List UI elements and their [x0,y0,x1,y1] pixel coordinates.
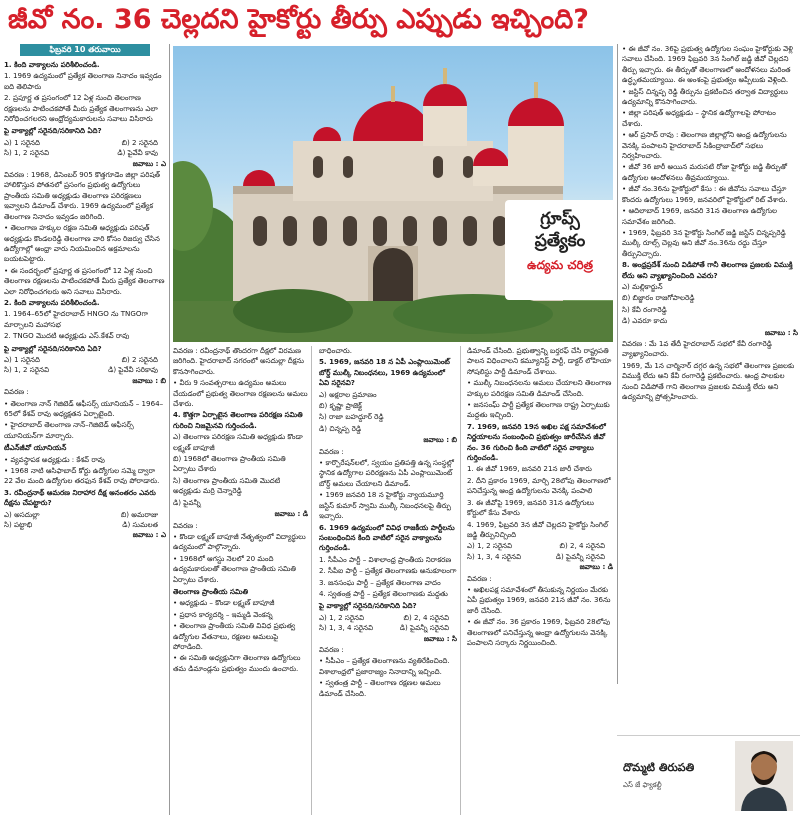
answer-options [467,552,613,562]
paragraph: • జీవో 36 జారీ అయిన మరుసటి రోజు హైకోర్టు జడ్జి తీర్పుతో ఉద్యోగుల ఆందోళనలు తీవ్రమయ్యాయి. [622,162,788,182]
paragraph: • తెలంగాణ హక్కుల రక్షణ సమితి అధ్యక్షుడు పరిషత్‌ అధ్యక్షుడు కొండలరెడ్డి తెలంగాణ వారి కోసం రిజర్వు చేసిన ఉద్యోగాల్లో ఆంధ్రా వారు నియమించిన అక్రమాలను బయటపెట్టారు. [4,223,160,264]
option-text: బి) 2 సరైనది [121,354,158,364]
paragraph: • అధ్యక్షుడు – కొండా లక్ష్మణ్‌ బాపూజీ [173,598,275,608]
paragraph: 4. స్వతంత్ర పార్టీ – ప్రత్యేక తెలంగాణకు మద్దతు [319,588,448,598]
paragraph: డి) పైవన్నీ [173,497,201,507]
paragraph: వివరణ : రవీంద్రనాథ్‌ తొందరగా దీక్షలో విరమణ జరిగింది. హైదరాబాద్‌ నగరంలో అసదుల్లా దీక్షను కొనసాగించారు. [173,346,304,376]
paragraph: • సీపీఎం – ప్రత్యేక తెలంగాణను వ్యతిరేకించింది. విశాలాంధ్రలో ప్రజారాజ్యం నినాదాన్ని ఇచ్చింది. [319,656,450,676]
option-text: డి) పైవన్నీ సరైనవి [555,551,605,561]
badge-line-2: ప్రత్యేకం [534,231,586,251]
section-heading: తెలంగాణ ప్రాంతీయ సమితి [173,586,249,596]
option-text: సి) 1, 3, 4 సరైనవి [319,623,374,633]
paragraph: • ఈ సందర్భంలో ప్రపూర్ణ త ప్రసంగంలో 12 ఏళ్ల నుంచి తెలంగాణ రక్షణలను పాటించకపోతే మీరు ప్రత్యేక తెలంగాణ ఎలా నిరోధించగలరు అని సవాలు విసిరారు. [4,265,165,296]
answer-options [4,510,166,520]
paragraph: సి) తెలంగాణ ప్రాంతీయ సమితి మొదటి అధ్యక్షుడు మర్రి చెన్నారెడ్డి [173,475,281,496]
option-text: ఎ) 1 సరైనది [4,137,41,147]
paragraph: వివరణ : [4,387,29,397]
paragraph: 2. సీపీఐ పార్టీ – ప్రత్యేక తెలంగాణకు అనుకూలంగా [319,566,457,576]
paragraph: వివరణ : [319,446,344,456]
paragraph: 2. ప్రపూర్ణ త ప్రసంగంలో 12 ఏళ్ల నుంచి తెలంగాణ రక్షణలను పాటించకపోతే మీరు ప్రత్యేక తెలంగాణను ఎలా నిరోధించగలరని ఆంధ్రోద్యమకారులను సవాలు విసిరారు [4,93,158,124]
answer-line: జవాబు : బి [132,375,166,385]
answer-line: జవాబు : సి [764,327,798,337]
question-text: 4. కొత్తగా ఏర్పాటైన తెలంగాణ పరిరక్షణ సమితి గురించి నిజమైనవి గుర్తించండి. [173,410,303,430]
option-text: సి) 1, 2 సరైనవి [4,148,50,158]
option-text: బి) అమరాజు [120,509,158,519]
answer-options [319,613,457,623]
paragraph: • ఈ సమితి అధ్యక్షునిగా తెలంగాణ ఉద్యోగులు తమ డిమాండ్లను ప్రభుత్వం ముందు ఉంచారు. [173,653,301,673]
paragraph: సి) కేవీ రంగారెడ్డి [622,304,667,314]
question-text: 1. కింది వాక్యాలను పరిశీలించండి. [4,60,100,69]
answer-line: జవాబు : సి [423,633,457,643]
paragraph: • హైదరాబాద్‌ తెలంగాణ నాన్‌–గెజిటెడ్‌ ఆఫీసర్స్‌ యూనియన్‌గా మార్చారు. [4,420,134,440]
option-text: ఎ) 1 సరైనది [4,354,41,364]
column-5 [617,44,798,684]
question-text: 2. కింది వాక్యాలను పరిశీలించండి. [4,297,100,307]
page-headline: జీవో నం. 36 చెల్లదని హైకోర్టు తీర్పు ఎప్పుడు ఇచ్చింది? [8,4,589,35]
paragraph: వివరణ : [319,644,344,654]
section-heading: టీఎన్‌జీవో యూనియన్‌ [4,443,67,453]
paragraph: వివరణ : [467,573,492,583]
author-role: ఎస్‌ జే ఫ్యాకల్టీ [623,780,662,789]
paragraph: • అఖిలపక్ష సమావేశంలో తీసుకున్న నిర్ణయం మేరకు ఏపీ ప్రభుత్వం 1969, జనవరి 21న జీవో నం. 36ను జారీ చేసింది. [467,584,611,615]
paragraph: • 1968 నాటి ఆసిఫాబాద్‌ కోర్టు ఉద్యోగుల సమ్మె ద్వారా 22 వేల మంది ఉద్యోగుల తరఫున కేశవ్‌ రావు పోరాడారు. [4,466,160,486]
option-text: ఎ) 1, 2 సరైనవి [319,612,365,622]
badge-line-3: ఉద్యమ చరిత్ర [527,258,593,272]
paragraph: 1. ఈ జీవో 1969, జనవరి 21న జారీ చేశారు [467,464,592,474]
option-text: ఎ) 1, 2 సరైనవి [467,541,513,551]
option-text: డి) పైవేవీ సరికావు [108,365,158,375]
paragraph: 1. 1964–65లో హైదరాబాద్‌ HNGO ను TNGOగా మార్చాలని మహాసభ [4,309,148,329]
paragraph: • 1969 జనవరి 18 న హైకోర్టు న్యాయమూర్తి జస్టిస్‌ కుమార్‌ స్వామి ముల్కీ నిబంధనలపై తీర్పు ఇచ్చారు. [319,490,451,521]
paragraph: 3. ఈ జీవోపై 1969, జనవరి 31న ఉద్యోగులు కోర్టులో కేసు వేశారు [467,497,595,518]
paragraph: 4. 1969, ఫిబ్రవరి 3న జీవో చెల్లదని హైకోర్టు సింగిల్‌ జడ్జి తీర్పునిచ్చింది [467,519,608,539]
paragraph: • కార్పొరేషన్‌లలో, స్వయం ప్రతిపత్తి ఉన్న సంస్థల్లో స్థానిక ఉద్యోగాల పరిరక్షణను ఏపీ ఎంప్లాయిమెంట్‌ బోర్డ్‌ అమలు చేయాలని డిమాండ్‌. [319,458,454,488]
option-text: డి) సుమలత [122,520,158,530]
left-column [4,44,170,815]
answer-options [4,365,166,375]
paragraph: 3. జనసంఘ పార్టీ – ప్రత్యేక తెలంగాణ వాదం [319,577,441,587]
answer-line: జవాబు : డి [579,562,613,572]
paragraph: • ఈ జీవో నం. 36 ప్రకారం 1969, ఫిబ్రవరి 28లోపు తెలంగాణలో పనిచేస్తున్న ఆంధ్రా ఉద్యోగులను వెనక్కి పంపాలని సర్కారు నిర్ణయించింది. [467,617,611,647]
paragraph: • ప్రధాన కార్యదర్శి – ఇమ్మడి వెంకన్న [173,609,273,619]
section-heading: పై వాక్యాల్లో సరైనది/సరికానిది ఏది? [319,601,417,611]
paragraph: బి) 1968లో తెలంగాణ ప్రాంతీయ సమితి ఏర్పాటు చేశారు [173,454,286,474]
paragraph: • స్వతంత్ర పార్టీ – తెలంగాణ రక్షణల అమలు డిమాండ్‌ చేసింది. [319,678,441,698]
question-text: 3. రవీంద్రనాథ్‌ ఆమరణ నిరాహార దీక్ష అనంతరం ఎవరు దీక్షను చేపట్టారు? [4,487,156,508]
paragraph: 2. TNGO మొదటి అధ్యక్షుడు ఎస్‌.కేశవ్‌ రావు [4,331,130,341]
paragraph: 1969, మే 1న చార్మినార్‌ దగ్గర ఉన్న సభలో తెలంగాణ ప్రజలకు విముక్తి లేదు అని కేవీ రంగారెడ్డి ప్రకటించారు. ఆంధ్ర పాలకుల నుంచి విడిపోతే గాని తెలంగాణ ప్రజలకు విముక్తి లేదు అని ఉద్యమాన్ని ప్రోత్సహించారు. [622,360,795,401]
answer-options [4,148,166,158]
paragraph: • వ్యవస్థాపక అధ్యక్షుడు : కేశవ్‌ రావు [4,454,105,464]
column-2 [173,346,312,815]
author-name: దొమ్మటి తిరుపతి [623,760,695,774]
paragraph: • వీరు 9 సంవత్సరాలు ఉద్యమం అమలు చేయడంలో ప్రభుత్వ తెలంగాణ రక్షణలను అమలు చేశారు. [173,378,308,409]
paragraph: • కొండా లక్ష్మణ్‌ బాపూజీ నేతృత్వంలో విద్యార్థులు ఉద్యమంలో పాల్గొన్నారు. [173,531,306,552]
option-text: డి) పైవన్నీ సరైనవి [399,623,449,633]
paragraph: డిమాండ్‌ చేసింది. ప్రభుత్వాన్ని బర్తరఫ్‌ చేసి రాష్ట్రపతి పాలన విధించాలని కమ్యూనిస్ట్‌ పార్టీ, డాక్టర్‌ లోహియా సోషలిస్టు పార్టీ డిమాండ్‌ చేశాయి. [467,346,612,376]
author-box [617,735,800,815]
option-text: ఎ) అసదుల్లా [4,509,40,519]
question-text: 8. అంధ్రప్రదేశ్‌ నుంచి విడిపోతే గానీ తెలంగాణ ప్రజలకు విముక్తి లేదు అని వ్యాఖ్యానించింది ఎవరు? [622,260,793,280]
answer-line: జవాబు : బి [423,435,457,445]
paragraph: • 1968లో ఆగస్టు నెలలో 20 మంది ఉద్యమకారులతో తెలంగాణ ప్రాంతీయ సమితి ఏర్పాటు చేశారు. [173,553,296,584]
option-text: సి) 1, 3, 4 సరైనవి [467,551,522,561]
option-text: డి) పైవేవీ కావు [117,148,158,158]
answer-options [4,520,166,530]
paragraph: 1. సీపీఎం పార్టీ – విశాలాంధ్ర ప్రాంతీయ నిరాకరణ [319,554,452,564]
option-text: బి) 2 సరైనది [121,137,158,147]
paragraph: • తెలంగాణ ప్రాంతీయ సమితి వివిధ ప్రభుత్వ ఉద్యోగుల వేతనాలు, రక్షణల అమలుపై పోరాడింది. [173,621,296,651]
answer-line: జవాబు : డి [274,509,308,519]
author-avatar [735,741,793,811]
paragraph: సి) రాజా బహద్దూర్‌ రెడ్డి [319,412,384,422]
paragraph: • జిల్లా పరిషత్‌ అధ్యక్షుడు – స్థానిక ఉద్యోగాలపై పోరాటం చేశారు. [622,108,776,128]
paragraph: బాధించారు. [319,346,352,355]
series-rubric: ఫిబ్రవరి 10 తరువాయి [20,44,150,56]
paragraph: • ముల్కీ నిబంధనలను అమలు చేయాలని తెలంగాణ హక్కుల పరిరక్షణ సమితి డిమాండ్‌ చేసింది. [467,378,612,398]
left-column-body [4,60,166,541]
option-text: సి) 1, 2 సరైనవి [4,365,50,375]
column-3 [316,346,461,815]
question-text: 6. 1969 ఉద్యమంలో వివిధ రాజకీయ పార్టీలను సంబంధించిన కింది వాటిలో సరైన వాక్యాలను గుర్తించండి. [319,522,455,553]
paragraph: డి) ఎవరూ కాదు [622,316,668,326]
paragraph: డి) చిన్నప్ప రెడ్డి [319,423,362,433]
paragraph: • జీవో నం.36ను హైకోర్టులో కేసు : ఈ జీవోను సవాలు చేస్తూ కొందరు ఉద్యోగులు 1969, జనవరిలో హైకోర్టులో రిట్‌ వేశారు. [622,184,788,204]
answer-options [467,541,613,551]
author-info [617,761,735,791]
paragraph: • తెలంగాణ నాన్‌ గెజిటెడ్‌ ఆఫీసర్స్‌ యూనియన్‌ – 1964–65లో కేశవ్‌ రావు అధ్యక్షతన ఏర్పాటైంది. [4,398,164,418]
groups-special-badge [505,200,615,300]
paragraph: 2. దీని ప్రకారం 1969, మార్చి 28లోపు తెలంగాణలో పనిచేస్తున్న ఆంధ్ర ఉద్యోగులను వెనక్కి పంపాలి [467,475,611,496]
column-4 [464,346,613,815]
option-text: బి) 2, 4 సరైనవి [559,541,605,551]
paragraph: 1. 1969 ఉద్యమంలో ప్రత్యేక తెలంగాణ నినాదం ఇవ్వడం ఐది తెలిపారు [4,71,162,91]
paragraph: ఎ) మల్లికార్జున్‌ [622,281,663,291]
answer-options [4,355,166,365]
question-text: 7. 1969, జనవరి 19న అఖిల పక్ష సమావేశంలో నిర్ణయాలను సంబంధించి ప్రభుత్వం జారీచేసిన జీవో నం. 36 గురించి కింది వాటిలో సరైన వాక్యాలు గుర్తించండి. [467,421,606,463]
option-text: సి) పట్టాభి [4,520,33,530]
answer-options [319,623,457,633]
paragraph: • ఆర్‌ ప్రసాద్‌ రావు : తెలంగాణ జిల్లాల్లోని ఆంధ్ర ఉద్యోగులను వెనక్కి పంపాలని హైదరాబాద్‌ సికింద్రాబాద్‌లో సభలు నిర్వహించారు. [622,130,787,161]
section-heading: పై వాక్యాల్లో సరైనది/సరికానిది ఏది? [4,126,102,136]
answer-line: జవాబు : ఎ [132,530,166,540]
question-text: 5. 1969, జనవరి 18 న ఏపీ ఎంప్లాయిమెంట్‌ బోర్డ్‌ ముల్కీ నిబంధనలు, 1969 ఉద్యమంలో ఏవి సరైనవి? [319,357,450,388]
paragraph: వివరణ : [173,520,198,530]
paragraph: • 1969, ఫిబ్రవరి 3న హైకోర్టు సింగిల్‌ జడ్జి జస్టిస్‌ చిన్నప్పరెడ్డి ముల్కీ రూల్స్‌ చెల్లవు అని జీవో నం.36ను రద్దు చేస్తూ తీర్పునిచ్చారు. [622,227,786,258]
section-heading: పై వాక్యాల్లో సరైనది/సరికానిది ఏది? [4,343,102,353]
paragraph: • జస్టిస్‌ చిన్నప్ప రెడ్డి తీర్పును ప్రకటించిన తర్వాత విద్యార్థులు ఉద్యమాన్ని కొనసాగించారు. [622,86,788,107]
answer-line: జవాబు : ఎ [132,158,166,168]
paragraph: బి) కృష్ణా ప్రాజెక్ట్‌ [319,401,362,411]
paragraph: • ఆదిలాబాద్‌ 1969, జనవరి 31న తెలంగాణ ఉద్యోగుల సమావేశం జరిగింది. [622,206,778,226]
answer-options [4,138,166,148]
paragraph: వివరణ : మే 1వ తేదీ హైదరాబాద్‌ సభలో కేవీ రంగారెడ్డి వ్యాఖ్యానించారు. [622,338,772,359]
badge-line-1: గ్రూప్స్ [540,209,580,229]
paragraph: • జనసంఘ్‌ పార్టీ ప్రత్యేక తెలంగాణ రాష్ట్ర ఏర్పాటుకు మద్దతు ఇచ్చింది. [467,400,610,420]
paragraph: • ఈ జీవో నం. 36పై ప్రభుత్వ ఉద్యోగుల సంఘం హైకోర్టుకు వెళ్లి సవాలు చేసింది. 1969 ఫిబ్రవరి 3న సింగిల్‌ జడ్జి జీవో చెల్లదని తీర్పు ఇచ్చారు. ఈ తీర్పుతో తెలంగాణలో ఆందోళనలు మరింత ఉద్ధృతమయ్యాయి. ఈ అంశంపై ప్రభుత్వం అప్పీలుకు వెళ్లింది. [622,44,793,85]
paragraph: వివరణ : 1968, డిసెంబర్‌ 905 కొత్తగూడెం జిల్లా పరిషత్‌ హాలికొస్తున పోతనలో ప్రసంగం ప్రభుత్వ ఉద్యోగులు ప్రాంతీయ సమితి అధ్యక్షుడు తెలంగాణ పరిరక్షణలు ఇవ్వాలని డిమాండ్‌ చేశారు. 1969 ఉద్యమంలో ప్రత్యేక తెలంగాణ నినాదం ఇవ్వడం జరిగింది. [4,170,161,221]
option-text: బి) 2, 4 సరైనవి [403,612,449,622]
paragraph: ఎ) తెలంగాణ పరిరక్షణ సమితి అధ్యక్షుడు కొండా లక్ష్మణ్‌ బాపూజీ [173,432,303,452]
paragraph: బి) బిజ్జారం రాజగోపాలరెడ్డి [622,293,695,303]
paragraph: ఎ) అక్షరాల ప్రమాణం [319,389,377,399]
